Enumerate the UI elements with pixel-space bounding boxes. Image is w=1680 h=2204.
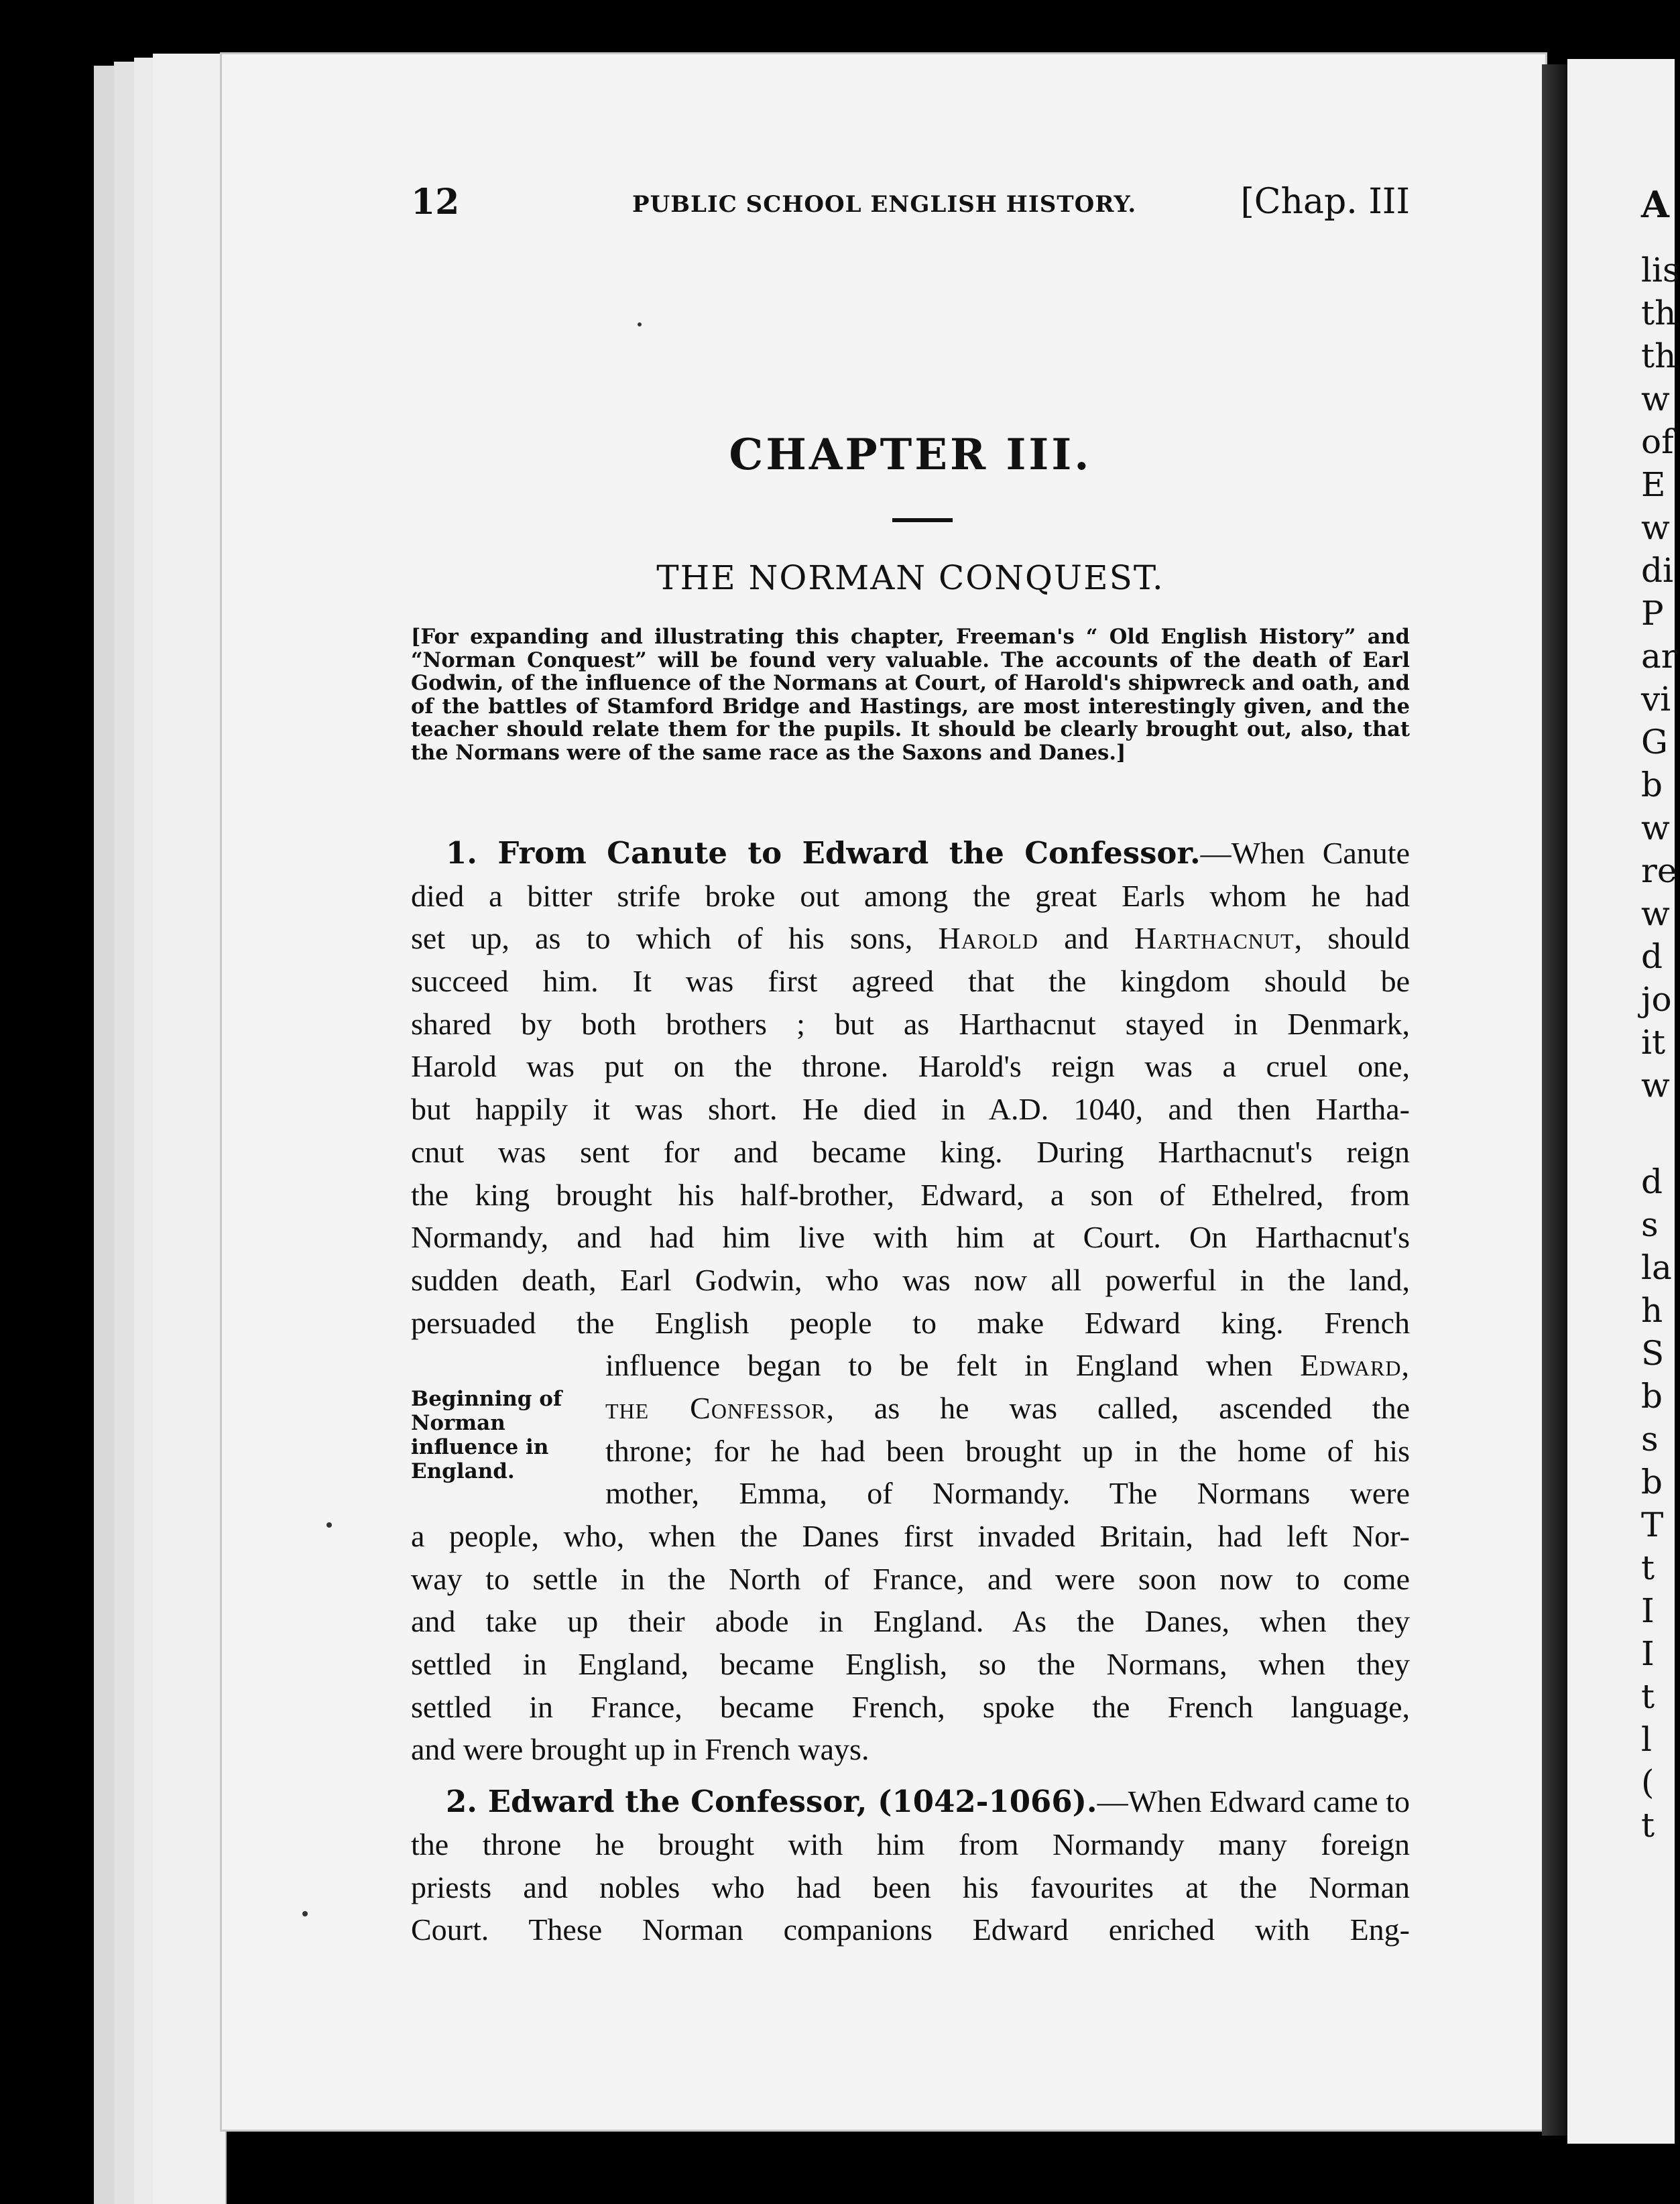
text-line: but happily it was short. He died in A.D. 1040, and then Hartha- <box>411 1092 1410 1127</box>
text-line: influence began to be felt in England when Edward, <box>605 1348 1410 1383</box>
text-line: way to settle in the North of France, and were soon now to come <box>411 1561 1410 1596</box>
text-line: throne; for he had been brought up in the home of his <box>605 1433 1410 1468</box>
text-line: the king brought his half-brother, Edward, a son of Ethelred, from <box>411 1177 1410 1212</box>
facing-page-fragment: P <box>1641 594 1664 633</box>
text-line: Harold was put on the throne. Harold's reign was a cruel one, <box>411 1049 1410 1084</box>
facing-page-fragment: of <box>1641 422 1674 461</box>
facing-page-fragment: T <box>1641 1506 1664 1544</box>
text-line: mother, Emma, of Normandy. The Normans were <box>605 1476 1410 1511</box>
book-gutter <box>1542 64 1567 2136</box>
marginal-note: Beginning of Norman influence in England. <box>411 1387 562 1483</box>
facing-page-fragment: lis <box>1641 251 1680 290</box>
book-page <box>220 52 1547 2132</box>
text-line: shared by both brothers ; but as Harthacnut stayed in Denmark, <box>411 1006 1410 1041</box>
facing-page-fragment: re <box>1641 851 1677 890</box>
print-speck <box>302 1911 308 1916</box>
text-line: a people, who, when the Danes first invaded Britain, had left Nor- <box>411 1519 1410 1553</box>
body-text <box>411 832 1410 1951</box>
running-title: PUBLIC SCHOOL ENGLISH HISTORY. <box>632 191 1137 218</box>
facing-page-fragment: S <box>1641 1334 1665 1373</box>
text-line: settled in England, became English, so the Normans, when they <box>411 1647 1410 1682</box>
facing-page-fragment: w <box>1641 808 1670 847</box>
facing-page-fragment: G <box>1641 723 1668 761</box>
page-edge <box>153 54 227 2204</box>
name-edward: Edward, <box>1300 1348 1410 1383</box>
facing-page-fragment: la <box>1641 1248 1672 1287</box>
text-line: set up, as to which of his sons, Harold and Harthacnut, should <box>411 921 1411 956</box>
text-line: sudden death, Earl Godwin, who was now all powerful in the land, <box>411 1262 1410 1297</box>
text-line: 2. Edward the Confessor, (1042-1066).—When Edward came to <box>446 1784 1410 1820</box>
text-line: cnut was sent for and became king. During Harthacnut's reign <box>411 1134 1410 1169</box>
facing-page-fragment: ar <box>1641 637 1677 676</box>
facing-page-fragment: d <box>1641 1162 1663 1201</box>
paragraph-heading: 1. From Canute to Edward the Confessor. <box>446 835 1201 871</box>
facing-page-fragment: d <box>1641 937 1663 976</box>
text-line: the Confessor, as he was called, ascended the <box>605 1390 1410 1425</box>
facing-page-fragment: b <box>1641 1377 1663 1416</box>
facing-page-fragment: it <box>1641 1023 1666 1062</box>
text-line: died a bitter strife broke out among the great Earls whom he had <box>411 878 1410 913</box>
text-line: persuaded the English people to make Edward king. French <box>411 1305 1410 1340</box>
text-line: Court. These Norman companions Edward enriched with Eng- <box>411 1912 1410 1947</box>
text-line: succeed him. It was first agreed that the kingdom should be <box>411 964 1410 999</box>
print-speck <box>326 1522 332 1528</box>
facing-page-fragment: th <box>1641 294 1677 332</box>
facing-page-fragment: E <box>1641 465 1666 504</box>
facing-page-fragment: ( <box>1641 1763 1655 1802</box>
name-harthacnut: Harthacnut <box>1134 921 1295 956</box>
text-line: priests and nobles who had been his favourites at the Norman <box>411 1870 1410 1904</box>
text-line: the throne he brought with him from Normandy many foreign <box>411 1827 1410 1861</box>
text-line: Normandy, and had him live with him at Court. On Harthacnut's <box>411 1220 1410 1255</box>
paragraph-heading: 2. Edward the Confessor, (1042-1066). <box>446 1784 1097 1820</box>
text-line: and take up their abode in England. As the Danes, when they <box>411 1604 1410 1639</box>
chapter-heading: CHAPTER III. <box>729 430 1092 480</box>
facing-page-fragment: s <box>1641 1205 1659 1244</box>
facing-page-fragment: w <box>1641 379 1670 418</box>
section-title: THE NORMAN CONQUEST. <box>656 558 1164 597</box>
name-the-confessor: the Confessor <box>605 1390 827 1425</box>
facing-page <box>1567 59 1680 2144</box>
page-number: 12 <box>411 182 460 223</box>
editorial-note: [For expanding and illustrating this chapter, Freeman's “ Old English History” and “Norman Conquest” will be found very valuable. The accounts of the death of Earl Godwin, of the influence of the Normans at Court, of Harold's shipwreck and oath, and of the battles of Stamford Bridge and Hastings, are most interestingly given, and the teacher should relate them for the pupils. It should be clearly brought out, also, that the Normans were of the same race as the Saxons and Danes.] <box>411 625 1410 765</box>
name-harold: Harold <box>938 921 1038 956</box>
running-head <box>411 182 1410 235</box>
facing-page-fragment: t <box>1641 1677 1655 1716</box>
print-speck <box>638 322 642 326</box>
facing-page-fragment: vi <box>1641 680 1671 719</box>
facing-page-fragment: h <box>1641 1291 1663 1330</box>
facing-page-fragment: w <box>1641 508 1670 547</box>
facing-page-fragment: I <box>1641 1634 1655 1673</box>
facing-page-fragment: t <box>1641 1806 1655 1845</box>
facing-page-fragment: w <box>1641 1066 1670 1105</box>
heading-rule <box>892 518 953 522</box>
facing-page-fragment: I <box>1641 1591 1655 1630</box>
facing-page-fragment: b <box>1641 766 1663 804</box>
facing-page-fragment: th <box>1641 336 1677 375</box>
facing-page-fragment: l <box>1641 1720 1652 1759</box>
facing-page-fragment: di <box>1641 551 1673 590</box>
facing-page-fragment: jo <box>1641 980 1672 1019</box>
facing-page-fragment: A <box>1641 183 1669 226</box>
facing-page-fragment: s <box>1641 1420 1659 1459</box>
text-line: settled in France, became French, spoke the French language, <box>411 1689 1410 1724</box>
running-chapter: [Chap. III <box>1240 182 1410 222</box>
facing-page-fragment: w <box>1641 894 1670 933</box>
text-line: 1. From Canute to Edward the Confessor.—When Canute <box>446 835 1410 871</box>
facing-page-fragment: b <box>1641 1463 1663 1502</box>
facing-page-fragment: t <box>1641 1548 1655 1587</box>
text-line: and were brought up in French ways. <box>411 1732 869 1767</box>
